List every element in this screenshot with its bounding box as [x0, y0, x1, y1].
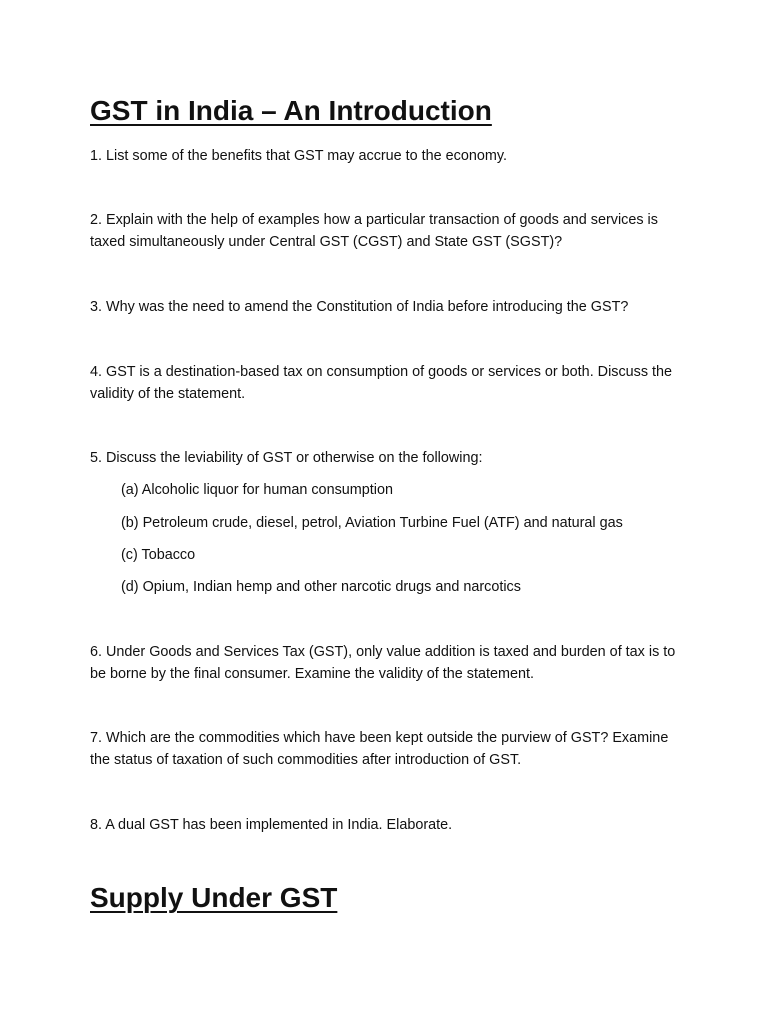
question-6: 6. Under Goods and Services Tax (GST), only value addition is taxed and burden of tax is to be borne by the final consumer. Examine the validity of the statement. [90, 644, 676, 682]
section-heading-gst-introduction: GST in India – An Introduction [90, 95, 492, 126]
question-5: 5. Discuss the leviability of GST or otherwise on the following: [90, 450, 483, 466]
question-3: 3. Why was the need to amend the Constitution of India before introducing the GST? [90, 299, 629, 315]
section-heading-supply-under-gst: Supply Under GST [90, 882, 338, 913]
question-8: 8. A dual GST has been implemented in India. Elaborate. [90, 817, 453, 833]
question-5-item-b: (b) Petroleum crude, diesel, petrol, Aviation Turbine Fuel (ATF) and natural gas [121, 515, 623, 531]
question-4: 4. GST is a destination-based tax on consumption of goods or services or both. Discuss the validity of the statement. [90, 364, 673, 402]
question-5-item-a: (a) Alcoholic liquor for human consumption [121, 482, 393, 498]
question-5-item-c: (c) Tobacco [121, 547, 196, 563]
question-5-item-d: (d) Opium, Indian hemp and other narcotic drugs and narcotics [121, 579, 521, 595]
question-2: 2. Explain with the help of examples how a particular transaction of goods and services is taxed simultaneously under Central GST (CGST) and State GST (SGST)? [90, 212, 658, 250]
question-1: 1. List some of the benefits that GST may accrue to the economy. [90, 148, 508, 164]
question-7: 7. Which are the commodities which have been kept outside the purview of GST? Examine the status of taxation of such commodities after introduction of GST. [90, 730, 669, 768]
